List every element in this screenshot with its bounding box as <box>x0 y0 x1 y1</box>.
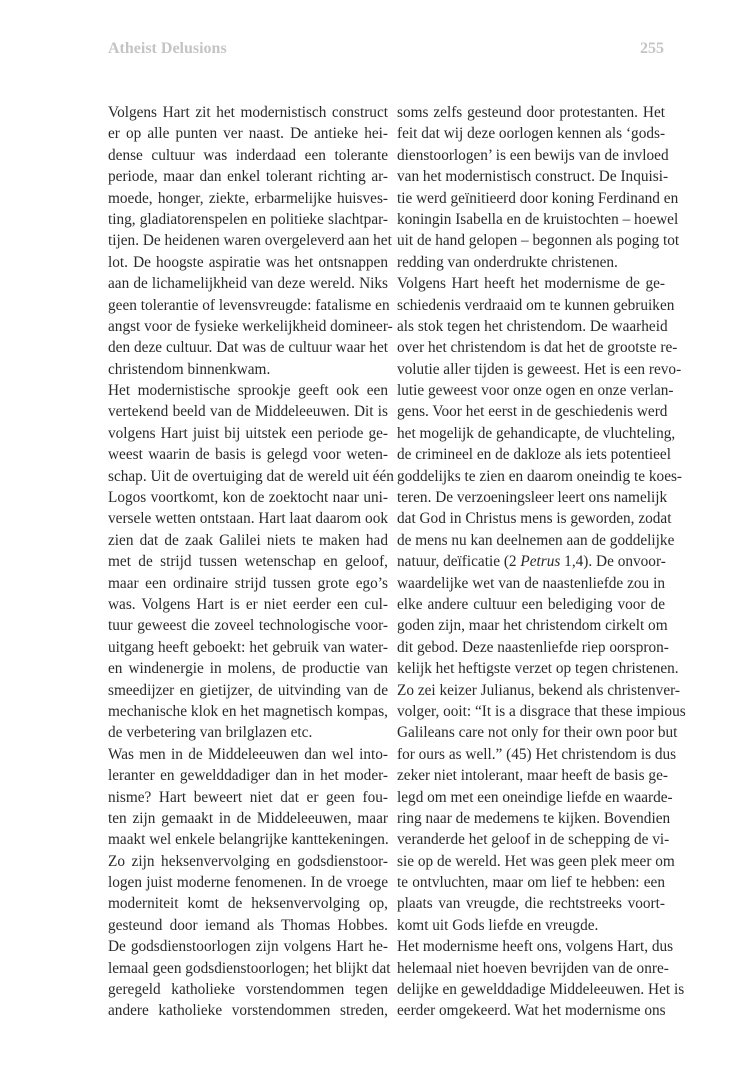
text-line: aan de lichamelijkheid van deze wereld. Niks <box>108 275 388 293</box>
paragraph <box>397 936 685 1022</box>
text-line: christendom binnenkwam. <box>108 360 271 378</box>
text-line: weest waarin de basis is gelegd voor weten- <box>108 446 388 464</box>
text-line: delijke en gewelddadige Middeleeuwen. Het is <box>397 981 685 999</box>
text-line: komt uit Gods liefde en vreugde. <box>397 916 599 934</box>
text-line: dat God in Christus mens is geworden, zodat <box>397 510 672 528</box>
text-line: goddelijks te zien en daarom oneindig te koes- <box>397 467 683 485</box>
text-line: er op alle punten ver naast. De antieke hei- <box>108 125 388 143</box>
italic-reference: Petrus <box>520 553 561 571</box>
text-line: nisme? Hart beweert niet dat er geen fou- <box>108 788 388 806</box>
text-line: zeker niet intolerant, maar heeft de basis ge- <box>397 767 668 785</box>
text-line: geregeld katholieke vorstendommen tegen <box>108 981 388 999</box>
text-line: Logos voortkomt, kon de zoektocht naar uni- <box>108 489 388 507</box>
text-line: moede, honger, ziekte, erbarmelijke huisves- <box>108 189 388 207</box>
text-line: Galileans care not only for their own poor but <box>397 724 678 742</box>
text-line: lot. De hoogste aspiratie was het ontsnappen <box>108 253 388 271</box>
text-line: zien dat de zaak Galilei niets te maken had <box>108 531 388 549</box>
paragraph <box>108 102 393 380</box>
text-line: volger, ooit: “It is a disgrace that these impious <box>397 702 686 720</box>
text-line: andere katholieke vorstendommen streden, <box>108 1002 388 1020</box>
text-line: periode, maar dan enkel tolerant richting ar- <box>108 168 388 186</box>
text-line: smeedijzer en gietijzer, de uitvinding van de <box>108 681 388 699</box>
text-line: waardelijke wet van de naastenliefde zou in <box>397 574 665 592</box>
text-line: als stok tegen het christendom. De waarheid <box>397 317 668 335</box>
text-line: ten zijn gemaakt in de Middeleeuwen, maar <box>108 809 388 827</box>
text-line: veranderde het geloof in de schepping de vi- <box>397 831 670 849</box>
text-line: geen tolerantie of levensvreugde: fatalisme en <box>108 296 390 314</box>
text-line: Volgens Hart zit het modernistisch construct <box>108 104 388 121</box>
text-line: maar een ordinaire strijd tussen grote ego’s <box>108 574 388 592</box>
text-line: Zo zijn heksenvervolging en godsdienstoor- <box>108 852 388 870</box>
text-line: Volgens Hart heeft het modernisme de ge- <box>397 275 665 293</box>
text-line: lemaal geen godsdienstoorlogen; het blijkt dat <box>108 959 391 977</box>
text-line: goden zijn, maar het christendom cirkelt om <box>397 617 668 635</box>
text-line: en windenergie in molens, de productie van <box>108 660 388 678</box>
text-line: versele wetten ontstaan. Hart laat daarom ook <box>108 510 388 528</box>
text-line: for ours as well.” (45) Het christendom is dus <box>397 745 677 763</box>
text-line: De godsdienstoorlogen zijn volgens Hart he- <box>108 938 388 956</box>
text-line: redding van onderdrukte christenen. <box>397 253 618 271</box>
text-line: schiedenis verdraaid om te kunnen gebruiken <box>397 296 675 314</box>
text-segment: 1,4). De onvoor- <box>560 553 666 571</box>
text-line: dienstoorlogen’ is een bewijs van de invloed <box>397 146 669 164</box>
text-line: de crimineel en de dakloze als iets potentieel <box>397 446 671 464</box>
text-line: sie op de wereld. Het was geen plek meer om <box>397 852 675 870</box>
text-line: plaats van vreugde, die rechtstreeks voort- <box>397 895 665 913</box>
text-line: den deze cultuur. Dat was de cultuur waar het <box>108 339 388 357</box>
paragraph <box>108 744 391 1022</box>
running-header-title: Atheist Delusions <box>108 40 227 57</box>
text-line: legd om met een oneindige liefde en waarde- <box>397 788 673 806</box>
text-line: maakt wel enkele belangrijke kanttekeningen. <box>108 831 389 849</box>
text-line: mechanische klok en het magnetisch kompas, <box>108 702 388 720</box>
text-line: het mogelijk de gehandicapte, de vluchteling, <box>397 424 676 442</box>
text-line: vertekend beeld van de Middeleeuwen. Dit is <box>108 403 388 421</box>
text-line: ring naar de medemens te kijken. Bovendien <box>397 809 671 827</box>
paragraph <box>397 102 680 273</box>
text-line: de verbetering van brilglazen etc. <box>108 724 313 742</box>
text-line: schap. Uit de overtuiging dat de wereld uit één <box>108 467 394 485</box>
text-column-right <box>397 102 686 1022</box>
text-line: lutie geweest voor onze ogen en onze verlan- <box>397 382 674 400</box>
text-line: uit de hand gelopen – begonnen als poging tot <box>397 232 680 250</box>
text-line: kelijk het heftigste verzet op tegen christenen. <box>397 660 679 678</box>
text-line: moderniteit komt de heksenvervolging op, <box>108 895 388 913</box>
text-line: Het modernisme heeft ons, volgens Hart, dus <box>397 938 674 956</box>
paragraph <box>397 273 686 936</box>
text-line: dense cultuur was inderdaad een tolerante <box>108 146 388 164</box>
text-line: tie werd geïnitieerd door koning Ferdinand en <box>397 189 679 207</box>
text-segment: natuur, deïficatie (2 <box>397 553 521 571</box>
text-line: volgens Hart juist bij uitstek een periode ge- <box>108 424 388 442</box>
text-line: van het modernistisch construct. De Inquisi- <box>397 168 669 186</box>
text-line: ting, gladiatorenspelen en politieke slachtpar- <box>108 210 388 228</box>
text-line: de mens nu kan deelnemen aan de goddelijke <box>397 531 675 549</box>
text-line: feit dat wij deze oorlogen kennen als ‘gods- <box>397 125 666 143</box>
text-line: dit gebod. Deze naastenliefde riep oorspron- <box>397 638 669 656</box>
text-line: te ontvluchten, maar om lief te hebben: een <box>397 874 665 892</box>
text-line: tijen. De heidenen waren overgeleverd aan het <box>108 232 392 250</box>
text-line: leranter en gewelddadiger dan in het moder- <box>108 767 388 785</box>
text-line: uitgang heeft geboekt: het gebruik van water- <box>108 638 388 656</box>
text-line: met de strijd tussen wetenschap en geloof, <box>108 553 388 571</box>
text-line: elke andere cultuur een belediging voor de <box>397 595 665 613</box>
text-line: was. Volgens Hart is er niet eerder een cul- <box>108 595 388 613</box>
text-line: over het christendom is dat het de grootste re- <box>397 339 678 357</box>
paragraph <box>108 380 394 744</box>
text-line: teren. De verzoeningsleer leert ons namelijk <box>397 489 668 507</box>
text-line: helemaal niet hoeven bevrijden van de onre- <box>397 959 669 977</box>
text-line: eerder omgekeerd. Wat het modernisme ons <box>397 1002 666 1020</box>
text-line: gesteund door iemand als Thomas Hobbes. <box>108 916 388 934</box>
text-line: volutie aller tijden is geweest. Het is een revo- <box>397 360 682 378</box>
text-line: soms zelfs gesteund door protestanten. Het <box>397 104 665 121</box>
text-line: Zo zei keizer Julianus, bekend als christenver- <box>397 681 680 699</box>
text-line: Het modernistische sprookje geeft ook een <box>108 382 388 400</box>
text-line: logen juist moderne fenomenen. In de vroege <box>108 874 388 892</box>
text-column-left <box>108 102 394 1022</box>
text-line: gens. Voor het eerst in de geschiedenis werd <box>397 403 668 421</box>
text-line: koningin Isabella en de kruistochten – hoewel <box>397 210 679 228</box>
text-line: angst voor de fysieke werkelijkheid domineer- <box>108 317 393 335</box>
page-number: 255 <box>640 40 664 57</box>
text-line <box>397 551 665 572</box>
text-line: tuur geweest die zoveel technologische voor- <box>108 617 388 635</box>
text-line: Was men in de Middeleeuwen dan wel into- <box>108 745 388 763</box>
